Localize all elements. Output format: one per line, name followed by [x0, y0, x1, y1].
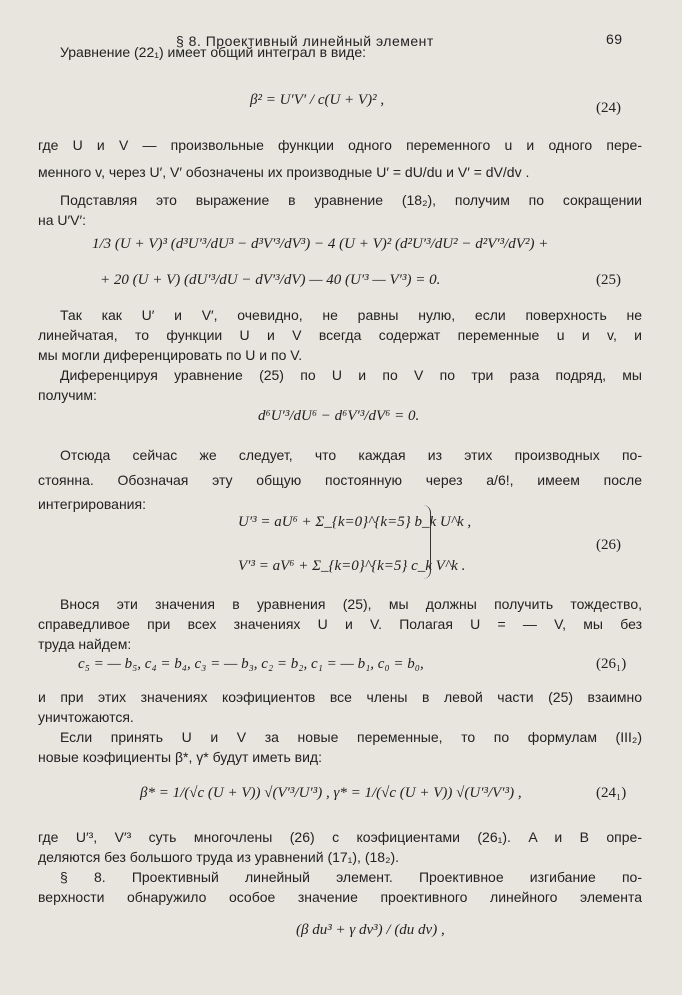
formula: U′³ = aU⁶ + Σ_{k=0}^{k=5} b_k U^k , — [238, 514, 472, 530]
formula: β² = U′V′ / c(U + V)² , — [250, 92, 385, 108]
text-line: верхности обнаружило особое значение проективного линейного элемента — [38, 889, 642, 905]
text-line: и при этих значениях коэфициентов все члены в левой части (25) взаимно — [38, 689, 642, 705]
formula: β* = 1/(√c (U + V)) √(V′³/U′³) , γ* = 1/(√c (U + V)) √(U′³/V′³) , — [140, 785, 522, 801]
page-number: 69 — [606, 31, 623, 47]
text-line: деляются без большого труда из уравнений (17₁), (18₂). — [38, 849, 400, 865]
text-line: на U′V′: — [38, 212, 86, 228]
text-line: получим: — [38, 387, 97, 403]
formula: d⁶U′³/dU⁶ − d⁶V′³/dV⁶ = 0. — [258, 408, 420, 424]
text-line: стоянна. Обозначая эту общую постоянную через a/6!, имеем после — [38, 472, 642, 488]
formula: + 20 (U + V) (dU′³/dU − dV′³/dV) — 40 (U′³ — V′³) = 0. — [100, 272, 441, 288]
text-line: уничтожаются. — [38, 709, 134, 725]
formula: (β du³ + γ dv³) / (du dv) , — [296, 922, 445, 938]
formula: V′³ = aV⁶ + Σ_{k=0}^{k=5} c_k V^k . — [238, 558, 466, 574]
text-line: менного v, через U′, V′ обозначены их производные U′ = dU/du и V′ = dV/dv . — [38, 164, 530, 180]
text-line: где U и V — произвольные функции одного переменного u и одного пере- — [38, 137, 642, 153]
text-line: Уравнение (22₁) имеет общий интеграл в виде: — [60, 44, 366, 60]
text-line: Диференцируя уравнение (25) по U и по V по три раза подряд, мы — [60, 367, 642, 383]
text-line: новые коэфициенты β*, γ* будут иметь вид: — [38, 749, 322, 765]
text-line: Подставляя это выражение в уравнение (18₂), получим по сокращении — [60, 192, 642, 208]
text-line: § 8. Проективный линейный элемент. Проективное изгибание по- — [60, 869, 642, 885]
equation-number: (26₁) — [596, 656, 627, 672]
text-line: Внося эти значения в уравнения (25), мы должны получить тождество, — [60, 596, 642, 612]
text-line: труда найдем: — [38, 636, 132, 652]
text-line: Если принять U и V за новые переменные, то по формулам (III₂) — [60, 729, 642, 745]
text-line: мы могли диференцировать по U и по V. — [38, 347, 303, 363]
text-line: где U′³, V′³ суть многочлены (26) с коэфициентами (26₁). A и B опре- — [38, 829, 642, 845]
system-brace — [422, 505, 431, 579]
text-line: справедливое при всех значениях U и V. Полагая U = — V, мы без — [38, 616, 642, 632]
equation-number: (26) — [596, 537, 621, 553]
text-line: интегрирования: — [38, 496, 146, 512]
text-line: Отсюда сейчас же следует, что каждая из этих производных по- — [60, 447, 642, 463]
equation-number: (24) — [596, 100, 621, 116]
equation-number: (25) — [596, 272, 621, 288]
formula: 1/3 (U + V)³ (d³U′³/dU³ − d³V′³/dV³) − 4 (U + V)² (d²U′³/dU² − d²V′³/dV²) + — [92, 236, 549, 252]
text-line: линейчатая, то функции U и V всегда содержат переменные u и v, и — [38, 327, 642, 343]
formula: c₅ = — b₅, c₄ = b₄, c₃ = — b₃, c₂ = b₂, c₁ = — b₁, c₀ = b₀, — [78, 656, 424, 672]
equation-number: (24₁) — [596, 785, 627, 801]
text-line: Так как U′ и V′, очевидно, не равны нулю, если поверхность не — [60, 307, 642, 323]
running-header-title: § 8. Проективный линейный элемент — [176, 33, 434, 49]
